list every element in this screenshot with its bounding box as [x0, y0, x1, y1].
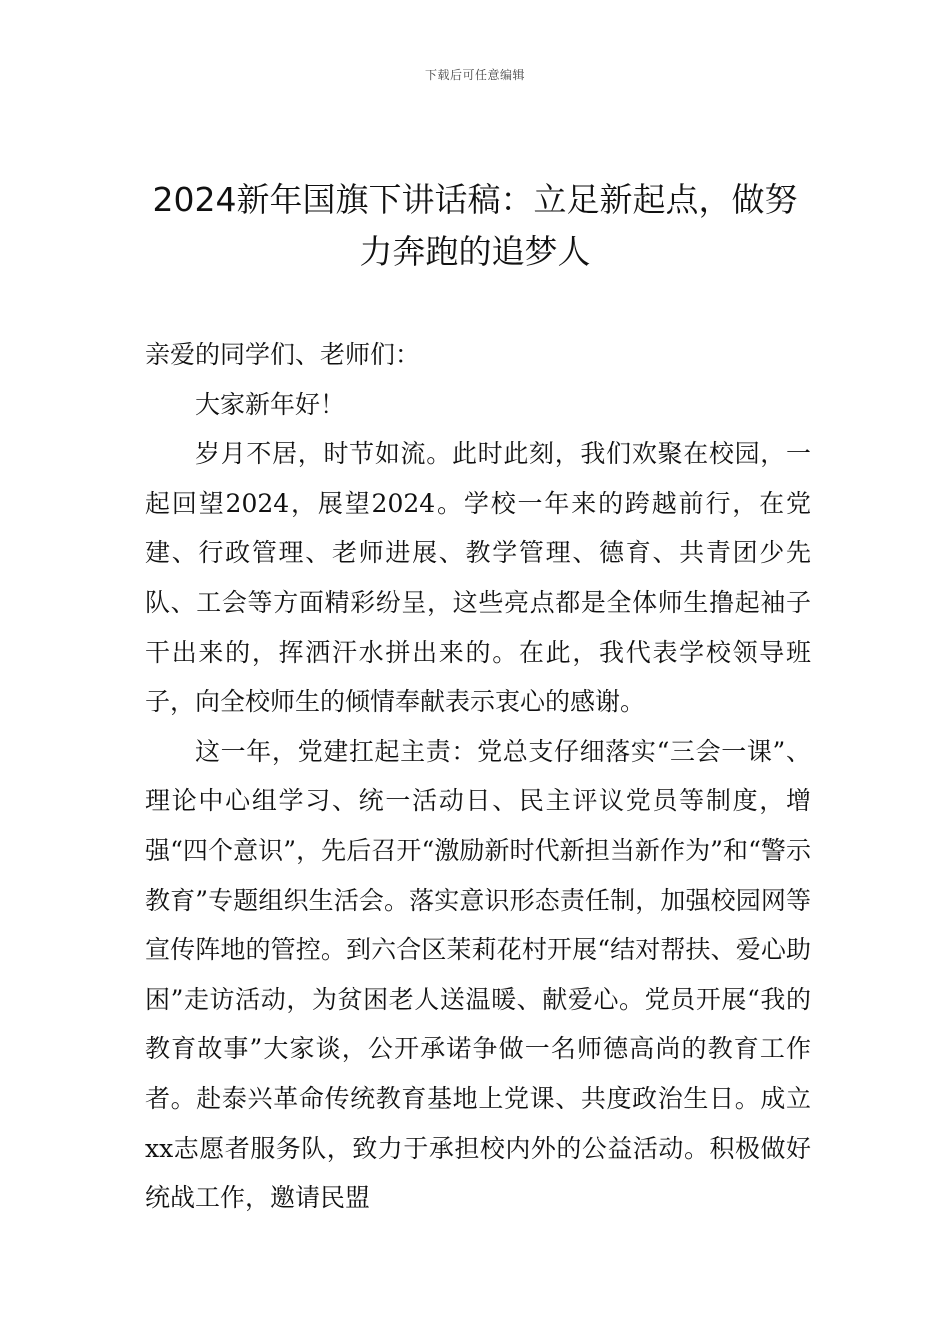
body-paragraph: 岁月不居，时节如流。此时此刻，我们欢聚在校园，一起回望2024，展望2024。学校一年来的跨越前行，在党建、行政管理、老师进展、教学管理、德育、共青团少先队、工会等方面精彩纷呈，这些亮点都是全体师生撸起袖子干出来的，挥洒汗水拼出来的。在此，我代表学校领导班子，向全校师生的倾情奉献表示衷心的感谢。 [145, 439, 811, 717]
document-title: 2024新年国旗下讲话稿：立足新起点，做努力奔跑的追梦人 [152, 180, 798, 271]
document-body [145, 330, 811, 1223]
header-note: 下载后可任意编辑 [424, 68, 525, 82]
greeting-paragraph: 大家新年好！ [195, 389, 346, 419]
body-paragraph: 这一年，党建扛起主责：党总支仔细落实“三会一课”、理论中心组学习、统一活动日、民主评议党员等制度，增强“四个意识”，先后召开“激励新时代新担当新作为”和“警示教育”专题组织生活会。落实意识形态责任制，加强校园网等宣传阵地的管控。到六合区茉莉花村开展“结对帮扶、爱心助困”走访活动，为贫困老人送温暖、献爱心。党员开展“我的教育故事”大家谈，公开承诺争做一名师德高尚的教育工作者。赴泰兴革命传统教育基地上党课、共度政治生日。成立xx志愿者服务队，致力于承担校内外的公益活动。积极做好统战工作，邀请民盟 [145, 736, 811, 1213]
salutation-paragraph: 亲爱的同学们、老师们： [145, 340, 421, 369]
